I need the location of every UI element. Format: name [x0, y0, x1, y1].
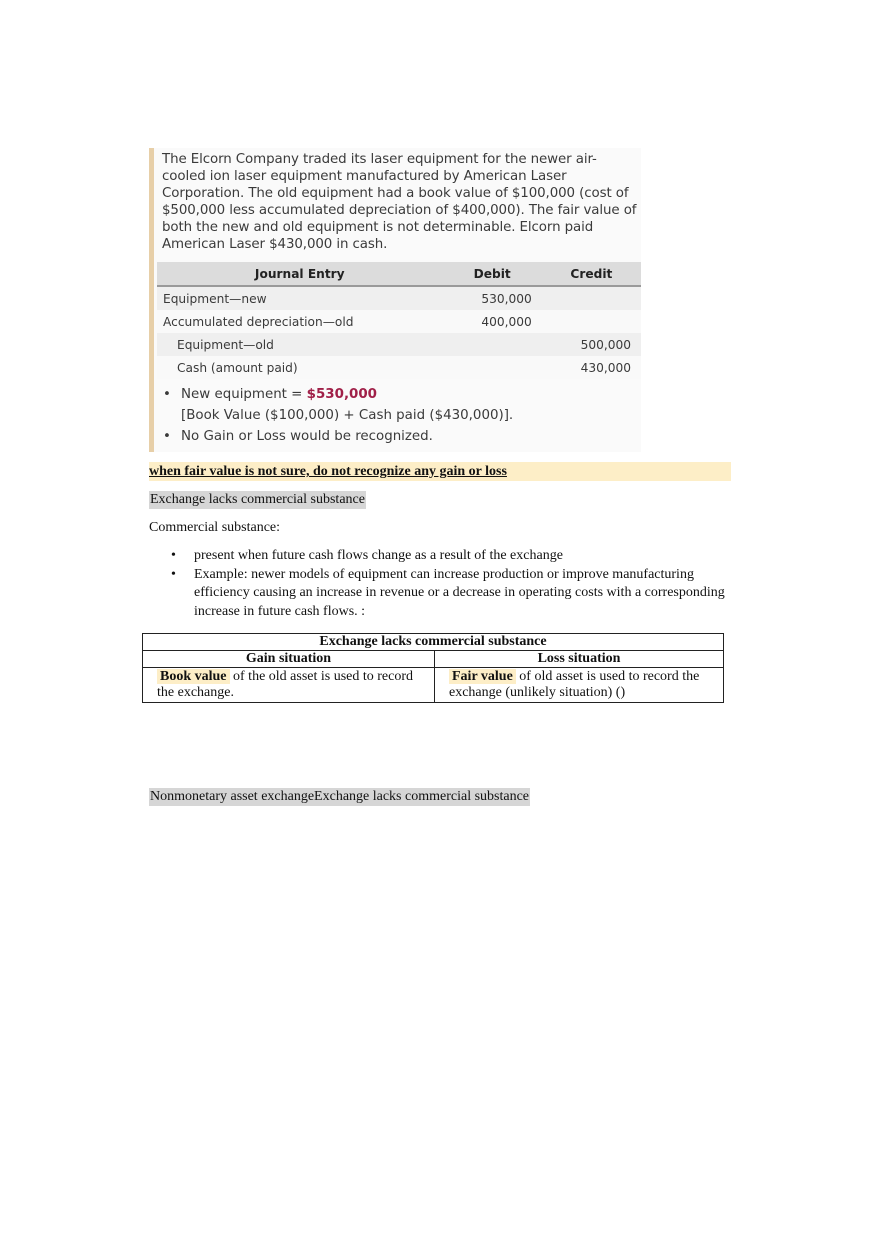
account-cell: Equipment—new	[157, 286, 443, 310]
journal-row	[157, 333, 641, 356]
debit-header: Debit	[443, 262, 542, 286]
section-heading: Exchange lacks commercial substance	[150, 492, 365, 507]
debit-cell	[443, 356, 542, 379]
loss-situation-cell: Fair value of old asset is used to record the exchange (unlikely situation) ()	[435, 668, 724, 703]
credit-cell: 430,000	[542, 356, 641, 379]
new-equipment-value: $530,000	[306, 387, 377, 402]
journal-row	[157, 310, 641, 333]
journal-entry-header: Journal Entry	[157, 262, 443, 286]
comparison-header-row	[143, 651, 724, 668]
debit-cell: 400,000	[443, 310, 542, 333]
loss-situation-header: Loss situation	[435, 651, 724, 668]
account-cell: Equipment—old	[157, 333, 443, 356]
credit-cell	[542, 286, 641, 310]
credit-cell: 500,000	[542, 333, 641, 356]
gain-situation-header: Gain situation	[143, 651, 435, 668]
account-cell: Accumulated depreciation—old	[157, 310, 443, 333]
note-no-gain-loss: • No Gain or Loss would be recognized.	[163, 429, 433, 444]
journal-row	[157, 356, 641, 379]
commercial-substance-label: Commercial substance:	[149, 520, 281, 535]
slide-notes	[163, 384, 633, 447]
journal-header-row	[157, 262, 641, 286]
credit-header: Credit	[542, 262, 641, 286]
rule-text: when fair value is not sure, do not recognize any gain or loss	[149, 464, 507, 479]
list-item: • Example: newer models of equipment can increase production or improve manufacturing efficiency causing an increase in revenue or a decrease in operating costs with a corresponding increase in future cash flows. :	[149, 566, 739, 622]
debit-cell: 530,000	[443, 286, 542, 310]
journal-entry-table	[157, 262, 641, 379]
example-slide-image	[149, 148, 641, 452]
debit-cell	[443, 333, 542, 356]
comparison-title: Exchange lacks commercial substance	[143, 634, 724, 651]
credit-cell	[542, 310, 641, 333]
slide-accent-bar	[149, 148, 154, 452]
slide-intro-text: The Elcorn Company traded its laser equipment for the newer air-cooled ion laser equipment manufactured by American Laser Corporation. The old equipment had a book value of $100,000 (cost of $500,000 less accumulated depreciation of $400,000). The fair value of both the new and old equipment is not determinable. Elcorn paid American Laser $430,000 in cash.	[162, 152, 637, 252]
gain-situation-cell: Book value of the old asset is used to record the exchange.	[143, 668, 435, 703]
list-item: • present when future cash flows change as a result of the exchange	[149, 547, 739, 566]
account-cell: Cash (amount paid)	[157, 356, 443, 379]
commercial-substance-list	[149, 547, 739, 621]
note-new-equipment: • New equipment = $530,000	[163, 387, 377, 402]
highlighted-rule	[149, 462, 731, 481]
fair-value-keyword: Fair value	[449, 669, 516, 684]
book-value-keyword: Book value	[157, 669, 230, 684]
comparison-body-row	[143, 668, 724, 703]
footer-heading: Nonmonetary asset exchangeExchange lacks commercial substance	[150, 789, 530, 804]
comparison-title-row	[143, 634, 724, 651]
note-book-value-detail: [Book Value ($100,000) + Cash paid ($430,000)].	[181, 408, 514, 423]
journal-row	[157, 286, 641, 310]
comparison-table	[142, 633, 724, 703]
